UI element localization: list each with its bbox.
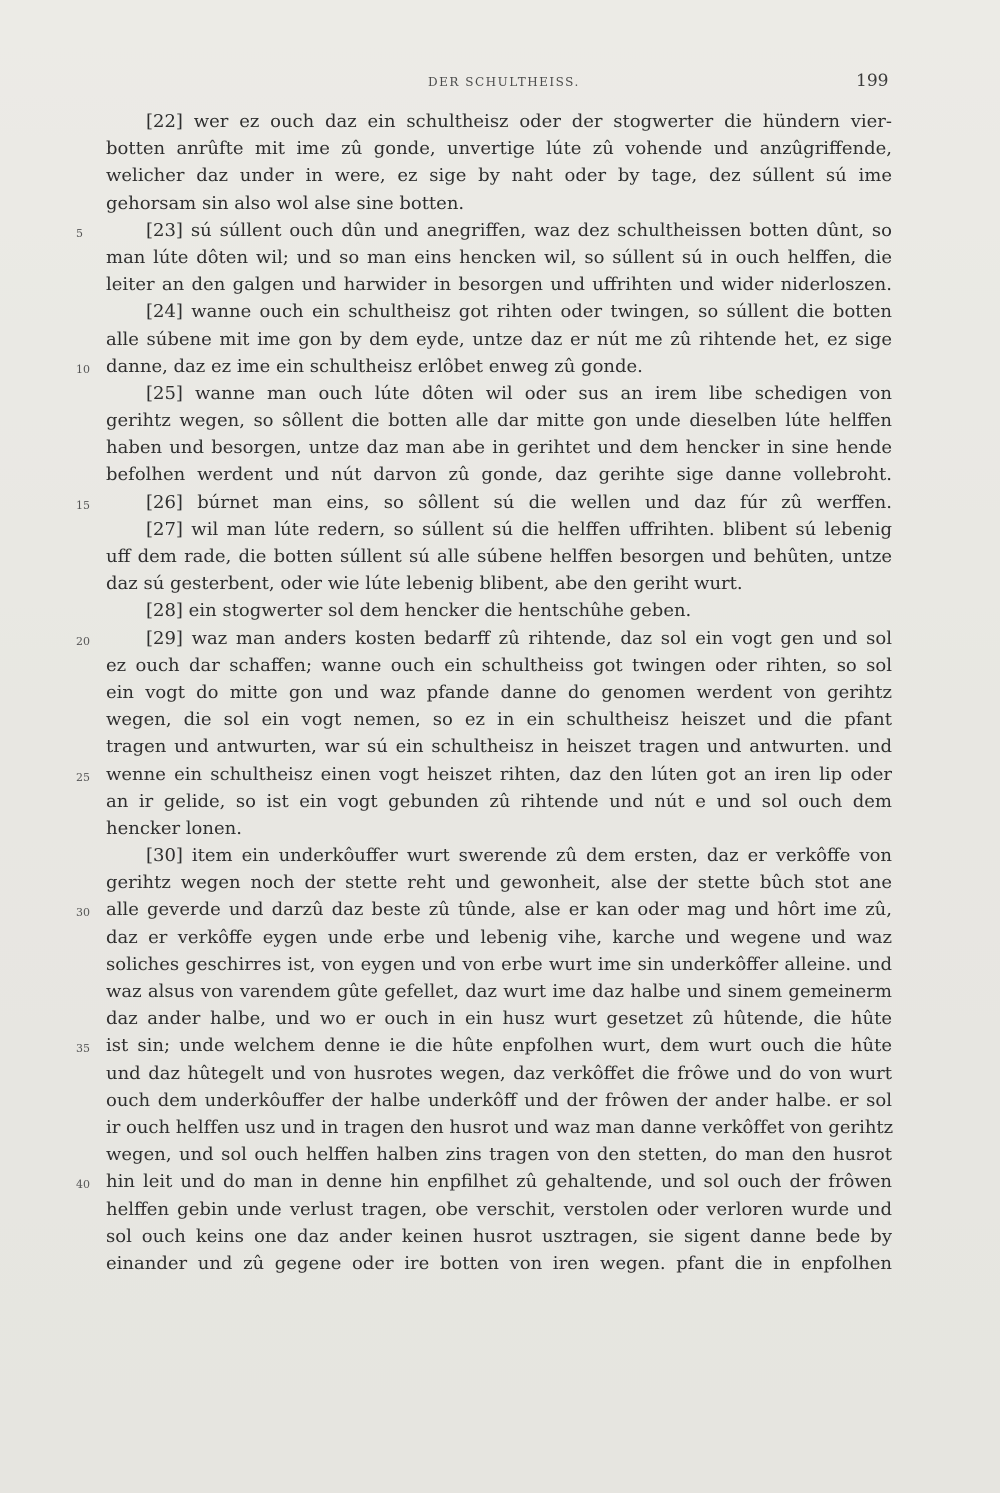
text-line bbox=[106, 162, 892, 189]
text-line bbox=[106, 380, 892, 407]
text-line bbox=[106, 407, 892, 434]
line-text: man lúte dôten wil; und so man eins hencken wil, so súllent sú in ouch helffen, die bbox=[106, 246, 892, 268]
text-line bbox=[106, 1060, 892, 1087]
line-text: daz er verkôffe eygen unde erbe und lebenig vihe, karche und wegene und waz bbox=[106, 926, 892, 948]
text-line bbox=[106, 924, 892, 951]
line-text: an ir gelide, so ist ein vogt gebunden zû rihtende und nút e und sol ouch dem bbox=[106, 790, 892, 812]
text-line bbox=[106, 706, 892, 733]
line-text: befolhen werdent und nút darvon zû gonde, daz gerihte sige danne vollebroht. bbox=[106, 464, 892, 486]
line-text: ez ouch dar schaffen; wanne ouch ein schultheiss got twingen oder rihten, so sol bbox=[106, 654, 892, 676]
text-line bbox=[106, 326, 892, 353]
text-line bbox=[106, 570, 892, 597]
line-text: [26] búrnet man eins, so sôllent sú die wellen und daz fúr zû werffen. bbox=[146, 491, 892, 513]
line-text: alle geverde und darzû daz beste zû tûnde, alse er kan oder mag und hôrt ime zû, bbox=[106, 899, 892, 921]
line-text: haben und besorgen, untze daz man abe in gerihtet und dem hencker in sine hende bbox=[106, 437, 892, 459]
line-text: sol ouch keins one daz ander keinen husrot usztragen, sie sigent danne bede by bbox=[106, 1225, 892, 1247]
page-number: 199 bbox=[856, 71, 889, 91]
text-line bbox=[106, 135, 892, 162]
text-line bbox=[106, 461, 892, 488]
line-text: botten anrûfte mit ime zû gonde, unvertige lúte zû vohende und anzûgriffende, bbox=[106, 138, 892, 160]
line-text: wenne ein schultheisz einen vogt heiszet rihten, daz den lúten got an iren lip oder bbox=[106, 763, 892, 785]
text-line bbox=[106, 190, 892, 217]
line-text: welicher daz under in were, ez sige by naht oder by tage, dez súllent sú ime bbox=[106, 165, 892, 187]
text-line bbox=[106, 679, 892, 706]
line-text: gerihtz wegen, so sôllent die botten alle dar mitte gon unde dieselben lúte helffen bbox=[106, 410, 892, 432]
text-line bbox=[106, 298, 892, 325]
running-head bbox=[0, 71, 1000, 95]
text-line bbox=[106, 869, 892, 896]
line-number: 10 bbox=[76, 362, 90, 376]
line-text: gehorsam sin also wol alse sine botten. bbox=[106, 192, 465, 214]
text-line bbox=[106, 815, 892, 842]
text-line bbox=[76, 625, 892, 652]
text-line bbox=[76, 896, 892, 923]
text-line bbox=[106, 434, 892, 461]
text-line bbox=[106, 244, 892, 271]
line-text: [25] wanne man ouch lúte dôten wil oder sus an irem libe schedigen von bbox=[146, 382, 892, 404]
body-text bbox=[76, 108, 894, 1277]
line-text: hin leit und do man in denne hin enpfilhet zû gehaltende, und sol ouch der frôwen bbox=[106, 1171, 892, 1193]
line-number: 30 bbox=[76, 906, 90, 920]
text-line bbox=[76, 353, 892, 380]
line-text: [22] wer ez ouch daz ein schultheisz oder der stogwerter die hündern vier- bbox=[146, 111, 892, 132]
text-line bbox=[106, 951, 892, 978]
line-text: [28] ein stogwerter sol dem hencker die hentschûhe geben. bbox=[146, 600, 692, 622]
line-text: einander und zû gegene oder ire botten von iren wegen. pfant die in enpfolhen bbox=[106, 1252, 892, 1274]
text-line bbox=[106, 652, 892, 679]
text-line bbox=[106, 842, 892, 869]
line-text: wegen, und sol ouch helffen halben zins tragen von den stetten, do man den husrot bbox=[106, 1144, 892, 1166]
line-text: danne, daz ez ime ein schultheisz erlôbet enweg zû gonde. bbox=[106, 355, 643, 377]
line-text: ein vogt do mitte gon und waz pfande danne do genomen werdent von gerihtz bbox=[106, 681, 892, 703]
text-line bbox=[76, 1032, 892, 1059]
line-number: 20 bbox=[76, 634, 90, 648]
line-text: [27] wil man lúte redern, so súllent sú die helffen uffrihten. blibent sú lebenig bbox=[146, 518, 892, 540]
line-text: uff dem rade, die botten súllent sú alle súbene helffen besorgen und behûten, untze bbox=[106, 546, 892, 567]
text-line bbox=[76, 489, 892, 516]
line-number: 40 bbox=[76, 1178, 90, 1192]
running-title: DER SCHULTHEISS. bbox=[428, 75, 580, 89]
line-text: ist sin; unde welchem denne ie die hûte enpfolhen wurt, dem wurt ouch die hûte bbox=[106, 1035, 892, 1057]
line-text: [23] sú súllent ouch dûn und anegriffen, waz dez schultheissen botten dûnt, so bbox=[146, 219, 892, 241]
text-line bbox=[106, 271, 892, 298]
line-text: daz sú gesterbent, oder wie lúte lebenig blibent, abe den geriht wurt. bbox=[106, 573, 743, 595]
text-line bbox=[106, 733, 892, 760]
text-line bbox=[76, 217, 892, 244]
line-text: waz alsus von varendem gûte gefellet, daz wurt ime daz halbe und sinem gemeinerm bbox=[106, 981, 892, 1002]
text-line bbox=[106, 1005, 892, 1032]
text-line bbox=[106, 1141, 892, 1168]
text-line bbox=[106, 1087, 892, 1114]
line-text: helffen gebin unde verlust tragen, obe verschit, verstolen oder verloren wurde und bbox=[106, 1198, 892, 1220]
line-text: und daz hûtegelt und von husrotes wegen, daz verkôffet die frôwe und do von wurt bbox=[106, 1062, 892, 1084]
text-line bbox=[106, 108, 892, 135]
text-line bbox=[106, 516, 892, 543]
line-text: tragen und antwurten, war sú ein schultheisz in heiszet tragen und antwurten. und bbox=[106, 736, 892, 758]
text-line bbox=[106, 788, 892, 815]
line-text: alle súbene mit ime gon by dem eyde, untze daz er nút me zû rihtende het, ez sige bbox=[106, 328, 892, 350]
line-number: 5 bbox=[76, 226, 83, 240]
line-text: [29] waz man anders kosten bedarff zû rihtende, daz sol ein vogt gen und sol bbox=[146, 627, 892, 649]
text-line bbox=[106, 1196, 892, 1223]
line-text: wegen, die sol ein vogt nemen, so ez in ein schultheisz heiszet und die pfant bbox=[106, 709, 892, 731]
text-line bbox=[106, 543, 892, 570]
line-number: 15 bbox=[76, 498, 90, 512]
text-line bbox=[106, 1250, 892, 1277]
line-text: hencker lonen. bbox=[106, 817, 242, 839]
line-number: 35 bbox=[76, 1042, 90, 1056]
text-line bbox=[76, 1168, 892, 1195]
text-line bbox=[106, 978, 892, 1005]
line-text: ir ouch helffen usz und in tragen den husrot und waz man danne verkôffet von gerihtz bbox=[106, 1116, 894, 1138]
line-text: daz ander halbe, und wo er ouch in ein husz wurt gesetzet zû hûtende, die hûte bbox=[106, 1008, 892, 1030]
text-line bbox=[76, 761, 892, 788]
line-text: [30] item ein underkôuffer wurt swerende zû dem ersten, daz er verkôffe von bbox=[146, 845, 892, 867]
text-line bbox=[106, 597, 892, 624]
line-text: [24] wanne ouch ein schultheisz got rihten oder twingen, so súllent die botten bbox=[146, 301, 892, 323]
text-line bbox=[106, 1114, 892, 1141]
text-line bbox=[106, 1223, 892, 1250]
line-text: ouch dem underkôuffer der halbe underkôff und der frôwen der ander halbe. er sol bbox=[106, 1089, 892, 1111]
line-number: 25 bbox=[76, 770, 90, 784]
line-text: leiter an den galgen und harwider in besorgen und uffrihten und wider niderloszen. bbox=[106, 274, 892, 296]
line-text: gerihtz wegen noch der stette reht und gewonheit, alse der stette bûch stot ane bbox=[106, 872, 892, 894]
line-text: soliches geschirres ist, von eygen und von erbe wurt ime sin underkôffer alleine. und bbox=[106, 953, 892, 975]
